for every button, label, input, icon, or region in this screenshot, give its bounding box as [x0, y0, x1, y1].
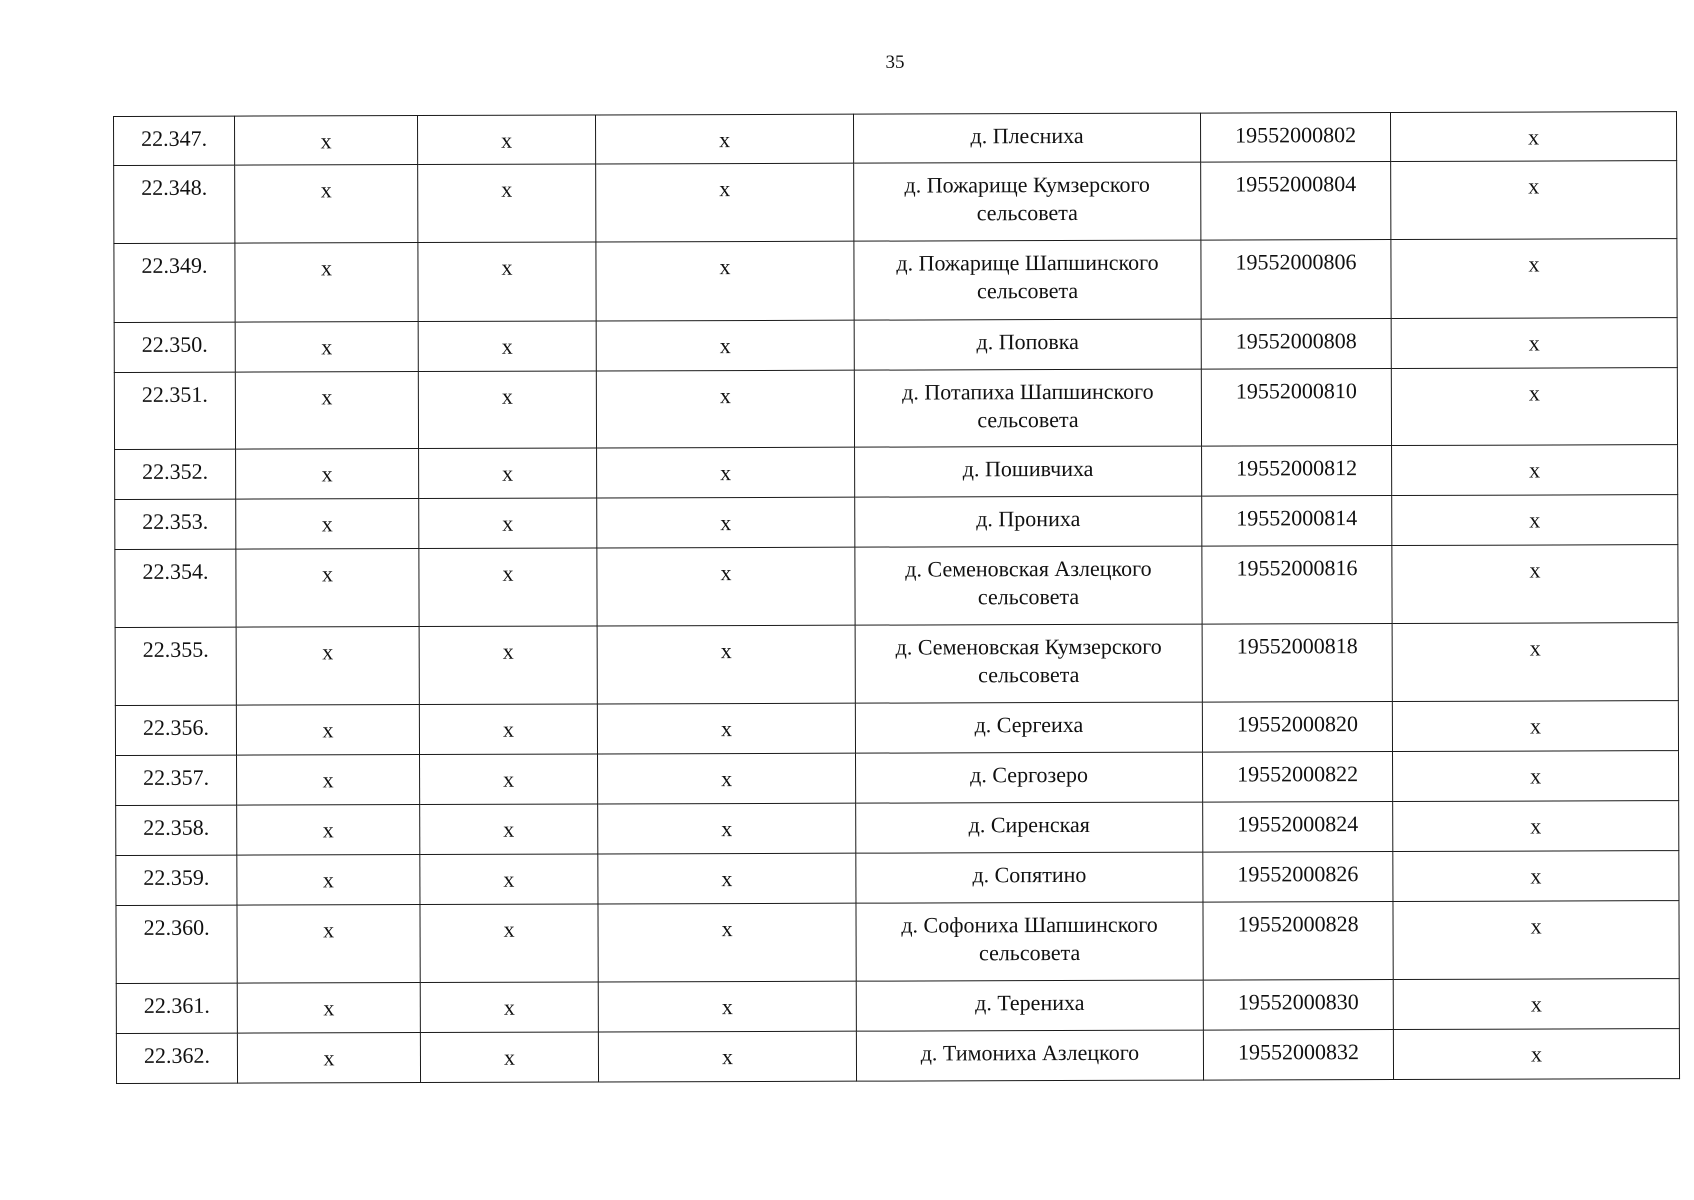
row-number-cell: 22.357.: [116, 755, 237, 805]
settlement-name-cell: д. Прониха: [855, 496, 1202, 547]
x-cell: x: [418, 371, 596, 449]
x-cell: x: [237, 805, 420, 856]
x-cell: x: [597, 625, 855, 704]
table-row: [116, 801, 1679, 856]
x-cell: x: [596, 320, 854, 371]
row-number-cell: 22.347.: [114, 116, 235, 165]
oktmo-code-cell: 19552000818: [1202, 623, 1392, 702]
row-number-cell: 22.352.: [115, 449, 236, 499]
table-row: [116, 851, 1679, 906]
oktmo-code-cell: 19552000832: [1203, 1029, 1393, 1080]
x-cell: x: [420, 1032, 598, 1083]
x-cell: x: [420, 854, 598, 905]
settlement-name-cell: д. Поповка: [854, 319, 1201, 370]
settlement-name-cell: д. Пошивчиха: [855, 446, 1202, 497]
settlements-table: [113, 111, 1680, 1084]
settlement-name-cell: д. Софониха Шапшинского сельсовета: [856, 902, 1203, 981]
x-cell: x: [597, 447, 855, 498]
x-cell: x: [236, 627, 419, 706]
settlement-name-cell: д. Семеновская Азлецкого сельсовета: [855, 546, 1202, 625]
x-cell: x: [235, 165, 418, 244]
x-cell: x: [237, 755, 420, 806]
settlement-name-cell: д. Сергеиха: [855, 702, 1202, 753]
table-row: [116, 1029, 1679, 1084]
oktmo-code-cell: 19552000812: [1202, 445, 1392, 496]
table-row: [114, 239, 1677, 323]
x-cell: x: [236, 449, 419, 500]
x-cell: x: [418, 321, 596, 372]
x-cell: x: [237, 905, 420, 984]
x-cell: x: [235, 322, 418, 373]
x-cell: x: [235, 243, 418, 323]
table-row: [114, 368, 1677, 450]
x-cell: x: [418, 164, 596, 243]
x-cell: x: [237, 1033, 420, 1084]
x-cell: x: [418, 242, 596, 322]
x-cell: x: [1391, 318, 1677, 369]
row-number-cell: 22.358.: [116, 805, 237, 855]
row-number-cell: 22.362.: [116, 1033, 237, 1083]
x-cell: x: [598, 803, 856, 854]
x-cell: x: [1392, 495, 1678, 546]
x-cell: x: [235, 372, 418, 450]
oktmo-code-cell: 19552000802: [1200, 112, 1390, 162]
settlement-name-cell: д. Семеновская Кумзерского сельсовета: [855, 624, 1202, 703]
row-number-cell: 22.354.: [115, 549, 236, 627]
settlement-name-cell: д. Пожарище Шапшинского сельсовета: [854, 240, 1201, 320]
x-cell: x: [420, 754, 598, 805]
x-cell: x: [1393, 901, 1679, 980]
x-cell: x: [419, 448, 597, 499]
x-cell: x: [1391, 239, 1677, 319]
row-number-cell: 22.349.: [114, 243, 235, 322]
x-cell: x: [420, 982, 598, 1033]
x-cell: x: [236, 705, 419, 756]
settlement-name-cell: д. Терениха: [856, 980, 1203, 1031]
x-cell: x: [1393, 851, 1679, 902]
x-cell: x: [598, 1031, 856, 1082]
row-number-cell: 22.356.: [115, 705, 236, 755]
x-cell: x: [597, 703, 855, 754]
settlement-name-cell: д. Сергозеро: [856, 752, 1203, 803]
table-row: [115, 623, 1678, 706]
x-cell: x: [235, 116, 418, 166]
x-cell: x: [1392, 623, 1678, 702]
x-cell: x: [596, 370, 854, 448]
row-number-cell: 22.348.: [114, 165, 235, 243]
row-number-cell: 22.355.: [115, 627, 236, 705]
oktmo-code-cell: 19552000826: [1203, 851, 1393, 902]
x-cell: x: [1392, 445, 1678, 496]
x-cell: x: [237, 855, 420, 906]
x-cell: x: [1392, 701, 1678, 752]
oktmo-code-cell: 19552000804: [1201, 161, 1391, 240]
x-cell: x: [1391, 161, 1677, 240]
page-number: 35: [885, 52, 905, 73]
x-cell: x: [598, 753, 856, 804]
table-row: [115, 701, 1678, 756]
x-cell: x: [419, 548, 597, 627]
table-row: [114, 161, 1677, 244]
settlement-name-cell: д. Сопятино: [856, 852, 1203, 903]
table-row: [115, 495, 1678, 550]
oktmo-code-cell: 19552000814: [1202, 495, 1392, 546]
row-number-cell: 22.359.: [116, 855, 237, 905]
row-number-cell: 22.350.: [114, 322, 235, 372]
x-cell: x: [236, 499, 419, 550]
x-cell: x: [420, 804, 598, 855]
table-row: [116, 751, 1679, 806]
settlement-name-cell: д. Сиренская: [856, 802, 1203, 853]
x-cell: x: [1393, 751, 1679, 802]
x-cell: x: [597, 547, 855, 626]
oktmo-code-cell: 19552000816: [1202, 545, 1392, 624]
x-cell: x: [237, 983, 420, 1034]
row-number-cell: 22.353.: [115, 499, 236, 549]
x-cell: x: [598, 903, 856, 982]
oktmo-code-cell: 19552000824: [1203, 801, 1393, 852]
table-body: [114, 112, 1680, 1084]
table-row: [115, 445, 1678, 500]
table-row: [116, 901, 1679, 984]
settlement-name-cell: д. Пожарище Кумзерского сельсовета: [854, 162, 1201, 241]
table-row: [114, 318, 1677, 373]
settlement-name-cell: д. Тимониха Азлецкого: [856, 1030, 1203, 1081]
x-cell: x: [1393, 1029, 1679, 1080]
oktmo-code-cell: 19552000830: [1203, 979, 1393, 1030]
x-cell: x: [596, 163, 854, 242]
settlement-name-cell: д. Потапиха Шапшинского сельсовета: [854, 369, 1201, 447]
x-cell: x: [420, 904, 598, 983]
x-cell: x: [1391, 368, 1677, 446]
x-cell: x: [1392, 545, 1678, 624]
table-row: [114, 112, 1677, 166]
x-cell: x: [598, 981, 856, 1032]
oktmo-code-cell: 19552000810: [1201, 368, 1391, 446]
x-cell: x: [419, 704, 597, 755]
x-cell: x: [1393, 979, 1679, 1030]
oktmo-code-cell: 19552000820: [1202, 701, 1392, 752]
x-cell: x: [236, 549, 419, 628]
x-cell: x: [1390, 112, 1676, 162]
row-number-cell: 22.360.: [116, 905, 237, 983]
x-cell: x: [419, 626, 597, 705]
x-cell: x: [598, 853, 856, 904]
x-cell: x: [419, 498, 597, 549]
table-row: [115, 545, 1678, 628]
table-row: [116, 979, 1679, 1034]
x-cell: x: [596, 241, 854, 321]
row-number-cell: 22.351.: [114, 372, 235, 449]
x-cell: x: [418, 115, 596, 165]
x-cell: x: [595, 114, 853, 164]
oktmo-code-cell: 19552000828: [1203, 901, 1393, 980]
oktmo-code-cell: 19552000806: [1201, 239, 1391, 319]
x-cell: x: [1393, 801, 1679, 852]
oktmo-code-cell: 19552000808: [1201, 318, 1391, 369]
x-cell: x: [597, 497, 855, 548]
settlement-name-cell: д. Плесниха: [853, 113, 1200, 163]
oktmo-code-cell: 19552000822: [1203, 751, 1393, 802]
row-number-cell: 22.361.: [116, 983, 237, 1033]
